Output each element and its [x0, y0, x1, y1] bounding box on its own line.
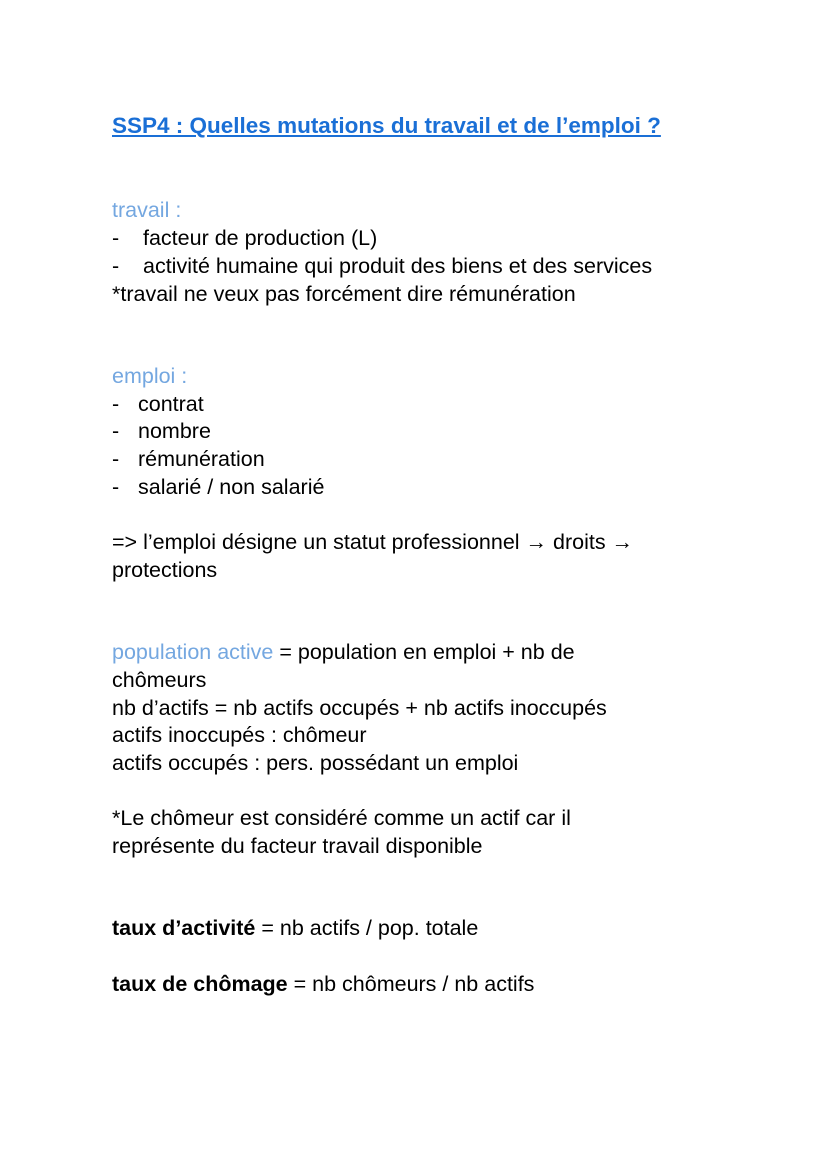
emploi-bullet-3 [112, 445, 265, 473]
population-definition [112, 638, 575, 666]
nb-actifs-line: nb d’actifs = nb actifs occupés + nb actifs inoccupés [112, 696, 607, 720]
dash: - [112, 392, 120, 416]
travail-heading: travail : [112, 198, 182, 222]
travail-bullet-2-text: activité humaine qui produit des biens et des services [143, 254, 653, 278]
taux-chomage-term: taux de chômage [112, 972, 288, 996]
emploi-bullet-2 [112, 417, 211, 445]
emploi-bullet-3-text: rémunération [138, 447, 265, 471]
dash: - [112, 254, 120, 278]
emploi-bullet-4-text: salarié / non salarié [138, 475, 325, 499]
taux-activite-line [112, 914, 478, 942]
emploi-conclusion-line-2: protections [112, 558, 218, 582]
travail-bullet-2 [112, 252, 652, 280]
chomeur-note-line-2: représente du facteur travail disponible [112, 834, 483, 858]
chomeur-note-line-1: *Le chômeur est considéré comme un actif car il [112, 806, 571, 830]
dash: - [112, 475, 120, 499]
population-active-term: population active [112, 640, 274, 664]
travail-note: *travail ne veux pas forcément dire rémunération [112, 282, 576, 306]
emploi-bullet-4 [112, 473, 324, 501]
taux-chomage-line [112, 970, 534, 998]
emploi-bullet-1 [112, 390, 204, 418]
emploi-conclusion-line-1: => l’emploi désigne un statut professionnel → droits → [112, 530, 634, 554]
population-definition-rest: = population en emploi + nb de [273, 640, 575, 664]
taux-activite-definition: = nb actifs / pop. totale [255, 916, 479, 940]
dash: - [112, 419, 120, 443]
dash: - [112, 226, 120, 250]
population-definition-line-2: chômeurs [112, 668, 207, 692]
emploi-bullet-2-text: nombre [138, 419, 211, 443]
travail-bullet-1-text: facteur de production (L) [143, 226, 378, 250]
taux-activite-term: taux d’activité [112, 916, 256, 940]
emploi-heading: emploi : [112, 364, 188, 388]
travail-bullet-1 [112, 224, 377, 252]
taux-chomage-definition: = nb chômeurs / nb actifs [287, 972, 535, 996]
actifs-inoccupes-line: actifs inoccupés : chômeur [112, 723, 367, 747]
page-title: SSP4 : Quelles mutations du travail et de l’emploi ? [112, 113, 661, 138]
emploi-bullet-1-text: contrat [138, 392, 204, 416]
actifs-occupes-line: actifs occupés : pers. possédant un emploi [112, 751, 519, 775]
dash: - [112, 447, 120, 471]
